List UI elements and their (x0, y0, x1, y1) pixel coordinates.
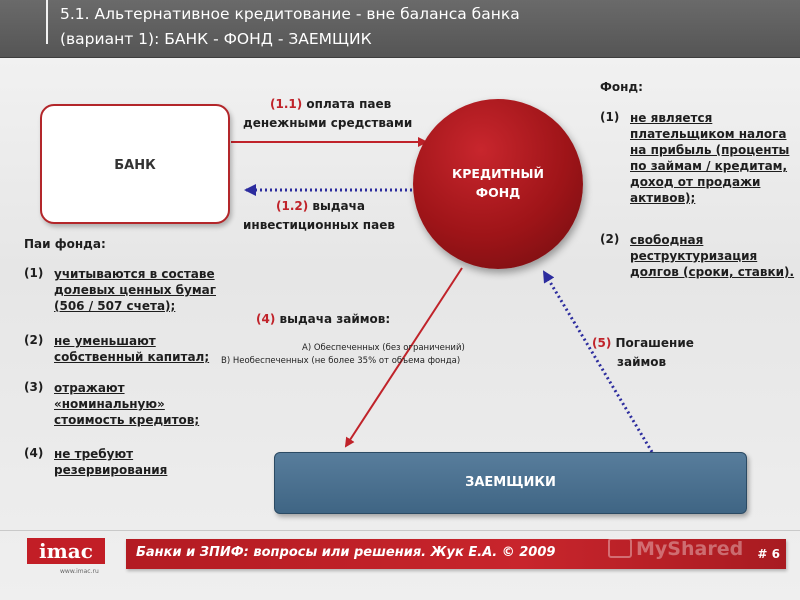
fund-notes-title: Фонд: (600, 80, 643, 94)
watermark: MyShared (608, 538, 743, 568)
shares-note-4: (4) не требуют резервирования (24, 446, 168, 477)
arrow-5-label-a: (5) Погашение (592, 336, 694, 350)
presentation-icon (608, 538, 632, 558)
slide-title-line1: 5.1. Альтернативное кредитование - вне баланса банка (60, 5, 520, 23)
credit-fund-node (413, 99, 583, 269)
shares-note-2: (2) не уменьшают собственный капитал; (24, 333, 210, 364)
bank-node (40, 104, 230, 224)
shares-notes-title: Паи фонда: (24, 237, 106, 251)
borrowers-node (274, 452, 747, 514)
bank-label: БАНК (114, 158, 156, 173)
arrow-4-sub-a: А) Обеспеченных (без ограничений) (302, 343, 465, 353)
arrow-1-1-label-b: денежными средствами (243, 116, 413, 130)
fund-note-1: (1) не является плательщиком налога на прибыль (проценты по займам / кредитам, доход от продажи активов); (600, 110, 790, 205)
arrow-4-sub-b: В) Необеспеченных (не более 35% от объема фонда) (221, 356, 461, 366)
fund-note-2: (2) свободная реструктуризация долгов (сроки, ставки). (600, 232, 795, 279)
shares-note-3: (3) отражают «номинальную» стоимость кредитов; (24, 380, 200, 427)
imac-logo: imac (27, 538, 105, 564)
slide-title-line2: (вариант 1): БАНК - ФОНД - ЗАЕМЩИК (60, 30, 372, 48)
footer-text: Банки и ЗПИФ: вопросы или решения. Жук Е.А. © 2009 (136, 545, 556, 560)
fund-label-line2: ФОНД (475, 185, 521, 200)
fund-label-line1: КРЕДИТНЫЙ (452, 166, 544, 181)
arrow-1-2-label-a: (1.2) выдача (276, 199, 365, 213)
shares-note-1: (1) учитываются в составе долевых ценных бумаг (506 / 507 счета); (24, 266, 216, 313)
arrow-4-label: (4) выдача займов: (256, 312, 391, 326)
logo-url: www.imac.ru (60, 568, 99, 575)
footer-divider (0, 530, 800, 531)
page-number: # 6 (757, 547, 780, 561)
arrow-1-2-label-b: инвестиционных паев (243, 218, 395, 232)
arrow-5-label-b: займов (617, 355, 667, 369)
arrow-1-1-label-a: (1.1) оплата паев (270, 97, 392, 111)
borrowers-label: ЗАЕМЩИКИ (465, 475, 556, 490)
